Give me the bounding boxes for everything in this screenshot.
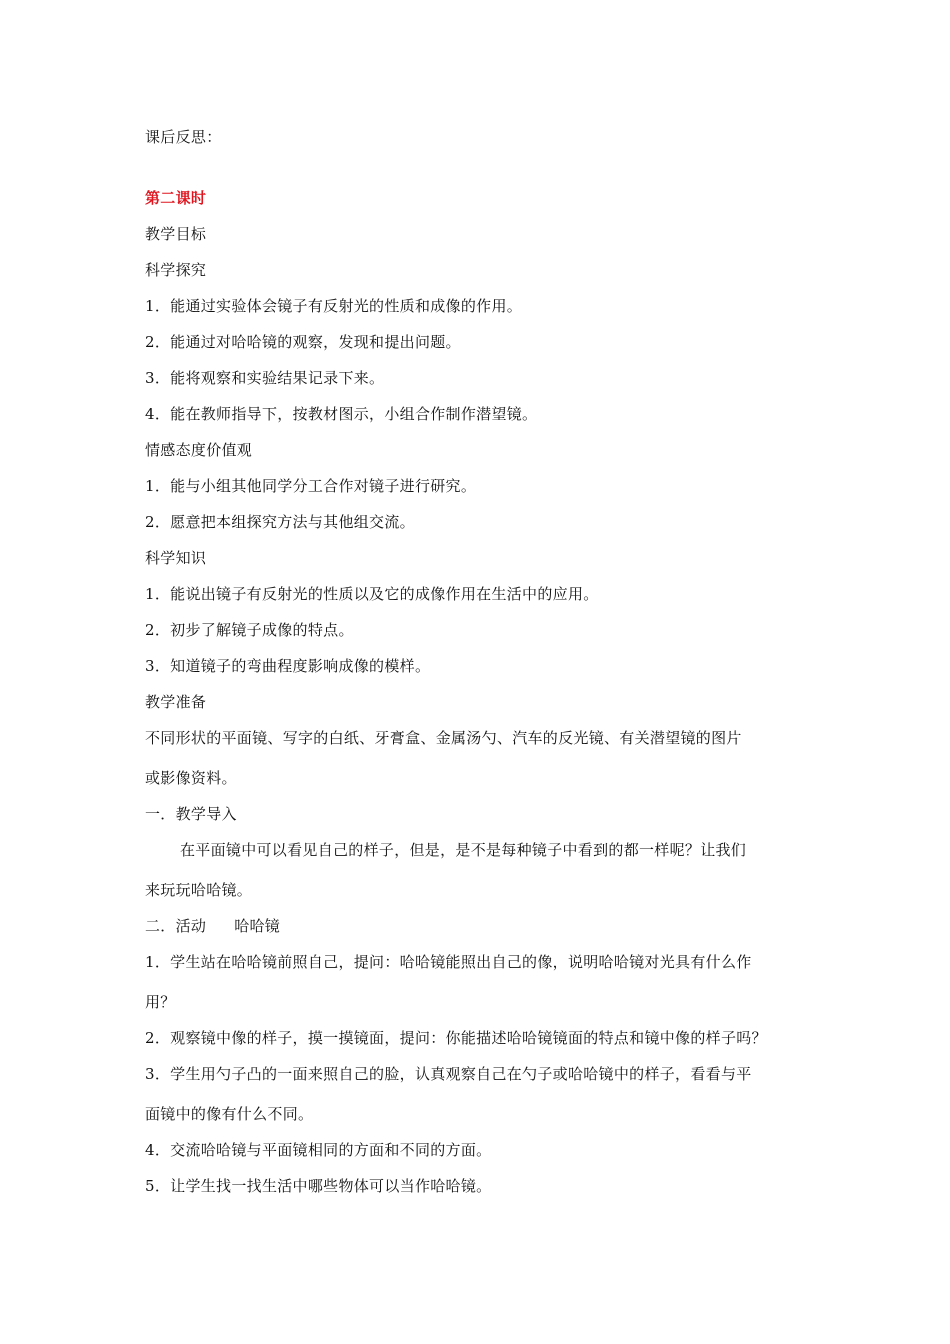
activity-item: 5．让学生找一找生活中哪些物体可以当作哈哈镜。: [145, 1177, 492, 1195]
preparation-text: 不同形状的平面镜、写字的白纸、牙膏盒、金属汤勺、汽车的反光镜、有关潜望镜的图片: [145, 729, 742, 747]
inquiry-item: 2．能通过对哈哈镜的观察，发现和提出问题。: [145, 333, 461, 351]
intro-paragraph: 在平面镜中可以看见自己的样子，但是，是不是每种镜子中看到的都一样呢？让我们: [180, 841, 747, 859]
activity-prefix: 二．活动: [145, 917, 207, 935]
lesson-title: 第二课时: [145, 189, 207, 207]
attitude-item: 1．能与小组其他同学分工合作对镜子进行研究。: [145, 477, 477, 495]
preparation-heading: 教学准备: [145, 693, 207, 711]
knowledge-heading: 科学知识: [145, 549, 207, 567]
section-heading-activity: [145, 916, 280, 936]
attitude-heading: 情感态度价值观: [145, 441, 253, 459]
inquiry-item: 4．能在教师指导下，按教材图示，小组合作制作潜望镜。: [145, 405, 538, 423]
activity-item: 4．交流哈哈镜与平面镜相同的方面和不同的方面。: [145, 1141, 492, 1159]
reflection-label: 课后反思：: [145, 128, 222, 146]
inquiry-item: 3．能将观察和实验结果记录下来。: [145, 369, 385, 387]
attitude-item: 2．愿意把本组探究方法与其他组交流。: [145, 513, 415, 531]
inquiry-item: 1．能通过实验体会镜子有反射光的性质和成像的作用。: [145, 297, 523, 315]
preparation-text-cont: 或影像资料。: [145, 769, 237, 787]
activity-title: 哈哈镜: [234, 917, 281, 935]
activity-item-cont: 用？: [145, 993, 176, 1011]
section-heading-intro: 一．教学导入: [145, 805, 237, 823]
activity-item: 1．学生站在哈哈镜前照自己，提问：哈哈镜能照出自己的像，说明哈哈镜对光具有什么作: [145, 953, 752, 971]
knowledge-item: 1．能说出镜子有反射光的性质以及它的成像作用在生活中的应用。: [145, 585, 599, 603]
objectives-heading: 教学目标: [145, 225, 207, 243]
activity-item-cont: 面镜中的像有什么不同。: [145, 1105, 314, 1123]
knowledge-item: 2．初步了解镜子成像的特点。: [145, 621, 354, 639]
intro-paragraph-cont: 来玩玩哈哈镜。: [145, 881, 253, 899]
knowledge-item: 3．知道镜子的弯曲程度影响成像的模样。: [145, 657, 431, 675]
inquiry-heading: 科学探究: [145, 261, 207, 279]
activity-item: 2．观察镜中像的样子，摸一摸镜面，提问：你能描述哈哈镜镜面的特点和镜中像的样子吗？: [145, 1029, 767, 1047]
activity-item: 3．学生用勺子凸的一面来照自己的脸，认真观察自己在勺子或哈哈镜中的样子，看看与平: [145, 1065, 752, 1083]
